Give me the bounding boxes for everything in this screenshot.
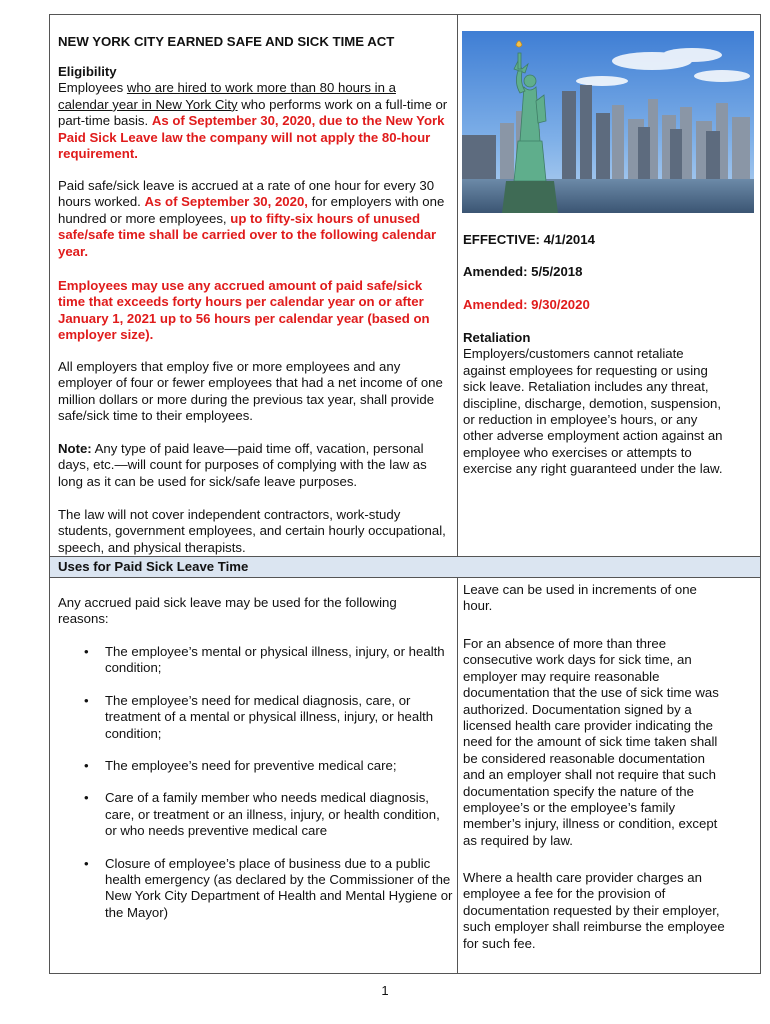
column-divider xyxy=(457,14,458,974)
uses-intro: Any accrued paid sick leave may be used for the following reasons: xyxy=(58,595,397,627)
accrual-paragraph xyxy=(58,178,450,260)
exclusions-paragraph xyxy=(58,507,450,556)
reasons-list xyxy=(58,644,454,921)
accrual-text-b: for employers with one hundred or more employees, xyxy=(58,194,445,226)
accrual-text-red-date: As of September 30, 2020, xyxy=(144,194,308,210)
amended-date-1: Amended: 5/5/2018 xyxy=(463,264,583,279)
fee-text: Where a health care provider charges an employee a fee for the provision of documentation requested by their employer, such employer shall reimburse the employee for such fee. xyxy=(463,870,725,951)
documentation-text: For an absence of more than three consecutive work days for sick time, an employer may require reasonable documentation that the use of sick time was authorized. Documentation signed by a licensed health care provider indicating the need for the amount of sick time taken shall be considered reasonable documentation and an employer shall not require that such documentation specify the nature of the employee’s or the employee’s family member’s injury, illness or condition, except as required by law. xyxy=(463,636,719,848)
usage-limit-text: Employees may use any accrued amount of paid safe/sick time that exceeds forty hours per calendar year on or after January 1, 2021 up to 56 hours per calendar year (based on employer size). xyxy=(58,278,430,343)
list-item: • Care of a family member who needs medical diagnosis, care, or treatment or an illness, injury, or health condition, or who needs preventive medical care xyxy=(84,790,440,839)
employers-paragraph xyxy=(58,359,450,425)
eligibility-text-a: Employees xyxy=(58,80,127,96)
list-item: • Closure of employee’s place of business due to a public health emergency (as declared by the Commissioner of the New York City Department of Health and Mental Hygiene or the Mayor) xyxy=(84,855,453,920)
employers-text: All employers that employ five or more employees and any employer of four or fewer employees that had a net income of one million dollars or more during the previous tax year, shall provide safe/sick time to their employees. xyxy=(58,359,443,424)
list-item: • The employee’s need for medical diagnosis, care, or treatment of a mental or physical illness, injury, or health condition; xyxy=(84,692,434,741)
accrual-text-red-carryover: up to fifty-six hours of unused safe/safe time shall be carried over to the following calendar year. xyxy=(58,210,437,259)
eligibility-section xyxy=(58,64,450,162)
retaliation-section xyxy=(463,330,725,478)
eligibility-text-red: As of September 30, 2020, due to the New York Paid Sick Leave law the company will not apply the 80-hour requirement. xyxy=(58,113,445,162)
retaliation-heading: Retaliation xyxy=(463,330,531,345)
usage-limit-paragraph xyxy=(58,278,450,344)
increments-text: Leave can be used in increments of one hour. xyxy=(463,582,697,614)
effective-date: EFFECTIVE: 4/1/2014 xyxy=(463,232,595,247)
uses-heading: Uses for Paid Sick Leave Time xyxy=(58,559,249,574)
page-number: 1 xyxy=(381,983,389,998)
note-label: Note: xyxy=(58,441,92,456)
statue-of-liberty-skyline-photo xyxy=(462,31,754,213)
amended-date-2: Amended: 9/30/2020 xyxy=(463,297,590,312)
exclusions-text: The law will not cover independent contractors, work-study students, government employees, and certain hourly occupational, speech, and physical therapists. xyxy=(58,507,446,555)
note-text: Any type of paid leave—paid time off, vacation, personal days, etc.—will count for purposes of complying with the law as long as it can be used for sick/safe leave purposes. xyxy=(58,441,427,489)
note-paragraph xyxy=(58,441,450,490)
document-title: NEW YORK CITY EARNED SAFE AND SICK TIME ACT xyxy=(58,34,395,49)
list-item: • The employee’s mental or physical illness, injury, or health condition; xyxy=(84,644,445,676)
eligibility-heading: Eligibility xyxy=(58,64,117,79)
accrual-text-a: Paid safe/sick leave is accrued at a rate of one hour for every 30 hours worked. xyxy=(58,178,435,210)
skyline-illustration xyxy=(462,31,754,213)
eligibility-text-b: who performs work on a full-time or part-time basis. xyxy=(58,96,448,129)
retaliation-text: Employers/customers cannot retaliate against employees for requesting or using sick leave. Retaliation includes any threat, discipline, discharge, demotion, suspension, or reduction in employee’s hours, or any other adverse employment action against an employee who exercises or attempts to exercise any right guaranteed under the law. xyxy=(463,346,723,477)
list-item: • The employee’s need for preventive medical care; xyxy=(84,758,397,774)
eligibility-text-underlined: who are hired to work more than 80 hours in a calendar year in New York City xyxy=(58,80,396,112)
eligibility-paragraph xyxy=(58,80,450,162)
